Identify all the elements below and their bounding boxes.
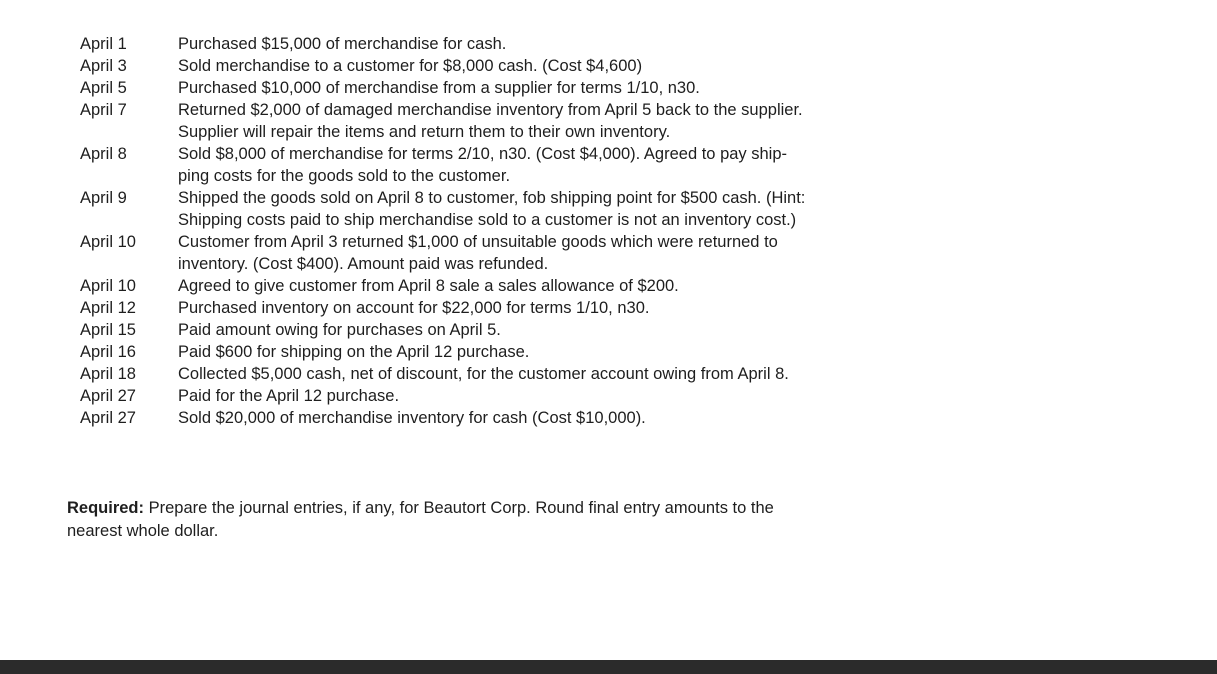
transaction-description bbox=[178, 34, 1000, 56]
transaction-description bbox=[178, 276, 1000, 298]
transaction-description bbox=[178, 144, 1000, 188]
description-line: Sold $8,000 of merchandise for terms 2/10, n30. (Cost $4,000). Agreed to pay ship- bbox=[178, 145, 788, 163]
required-instructions bbox=[67, 497, 1007, 543]
transaction-row bbox=[80, 100, 1000, 144]
transaction-date: April 5 bbox=[80, 79, 127, 97]
description-line: Purchased $10,000 of merchandise from a supplier for terms 1/10, n30. bbox=[178, 79, 700, 97]
required-line-2: nearest whole dollar. bbox=[67, 522, 219, 540]
transaction-date: April 1 bbox=[80, 35, 127, 53]
description-line: Paid $600 for shipping on the April 12 purchase. bbox=[178, 343, 530, 361]
transaction-date: April 8 bbox=[80, 145, 127, 163]
transaction-description bbox=[178, 298, 1000, 320]
transaction-row bbox=[80, 144, 1000, 188]
transaction-date: April 10 bbox=[80, 233, 136, 251]
description-line: Collected $5,000 cash, net of discount, for the customer account owing from April 8. bbox=[178, 365, 789, 383]
bottom-bar bbox=[0, 660, 1217, 674]
description-line: Purchased $15,000 of merchandise for cash. bbox=[178, 35, 507, 53]
transaction-row bbox=[80, 188, 1000, 232]
transaction-date: April 15 bbox=[80, 321, 136, 339]
transaction-row bbox=[80, 298, 1000, 320]
transaction-date: April 3 bbox=[80, 57, 127, 75]
transaction-list bbox=[80, 34, 1000, 430]
transaction-row bbox=[80, 386, 1000, 408]
transaction-description bbox=[178, 100, 1000, 144]
transaction-row bbox=[80, 34, 1000, 56]
transaction-date: April 18 bbox=[80, 365, 136, 383]
transaction-description bbox=[178, 408, 1000, 430]
transaction-date: April 10 bbox=[80, 277, 136, 295]
description-line: Sold merchandise to a customer for $8,000 cash. (Cost $4,600) bbox=[178, 57, 643, 75]
transaction-row bbox=[80, 276, 1000, 298]
transaction-date: April 7 bbox=[80, 101, 127, 119]
transaction-description bbox=[178, 320, 1000, 342]
description-line: Shipping costs paid to ship merchandise sold to a customer is not an inventory cost.) bbox=[178, 211, 797, 229]
transaction-date: April 16 bbox=[80, 343, 136, 361]
transaction-date: April 12 bbox=[80, 299, 136, 317]
description-line: ping costs for the goods sold to the customer. bbox=[178, 167, 511, 185]
transaction-description bbox=[178, 364, 1000, 386]
description-line: Supplier will repair the items and return them to their own inventory. bbox=[178, 123, 671, 141]
transaction-row bbox=[80, 408, 1000, 430]
description-line: Paid for the April 12 purchase. bbox=[178, 387, 400, 405]
required-label: Required: bbox=[67, 499, 145, 517]
transaction-description bbox=[178, 56, 1000, 78]
transaction-description bbox=[178, 232, 1000, 276]
description-line: Customer from April 3 returned $1,000 of unsuitable goods which were returned to bbox=[178, 233, 778, 251]
description-line: inventory. (Cost $400). Amount paid was refunded. bbox=[178, 255, 549, 273]
description-line: Agreed to give customer from April 8 sale a sales allowance of $200. bbox=[178, 277, 679, 295]
transaction-date: April 27 bbox=[80, 409, 136, 427]
transaction-description bbox=[178, 386, 1000, 408]
transaction-date: April 9 bbox=[80, 189, 127, 207]
transaction-description bbox=[178, 78, 1000, 100]
required-text: Prepare the journal entries, if any, for Beautort Corp. Round final entry amounts to the bbox=[148, 499, 774, 517]
transaction-row bbox=[80, 364, 1000, 386]
description-line: Returned $2,000 of damaged merchandise inventory from April 5 back to the supplier. bbox=[178, 101, 803, 119]
description-line: Sold $20,000 of merchandise inventory for cash (Cost $10,000). bbox=[178, 409, 646, 427]
transaction-description bbox=[178, 342, 1000, 364]
transaction-row bbox=[80, 78, 1000, 100]
required-line-1 bbox=[67, 497, 1007, 520]
transaction-description bbox=[178, 188, 1000, 232]
transaction-row bbox=[80, 342, 1000, 364]
transaction-row bbox=[80, 232, 1000, 276]
transaction-row bbox=[80, 56, 1000, 78]
description-line: Purchased inventory on account for $22,000 for terms 1/10, n30. bbox=[178, 299, 650, 317]
transaction-date: April 27 bbox=[80, 387, 136, 405]
description-line: Shipped the goods sold on April 8 to customer, fob shipping point for $500 cash. (Hint: bbox=[178, 189, 806, 207]
transaction-row bbox=[80, 320, 1000, 342]
description-line: Paid amount owing for purchases on April 5. bbox=[178, 321, 501, 339]
